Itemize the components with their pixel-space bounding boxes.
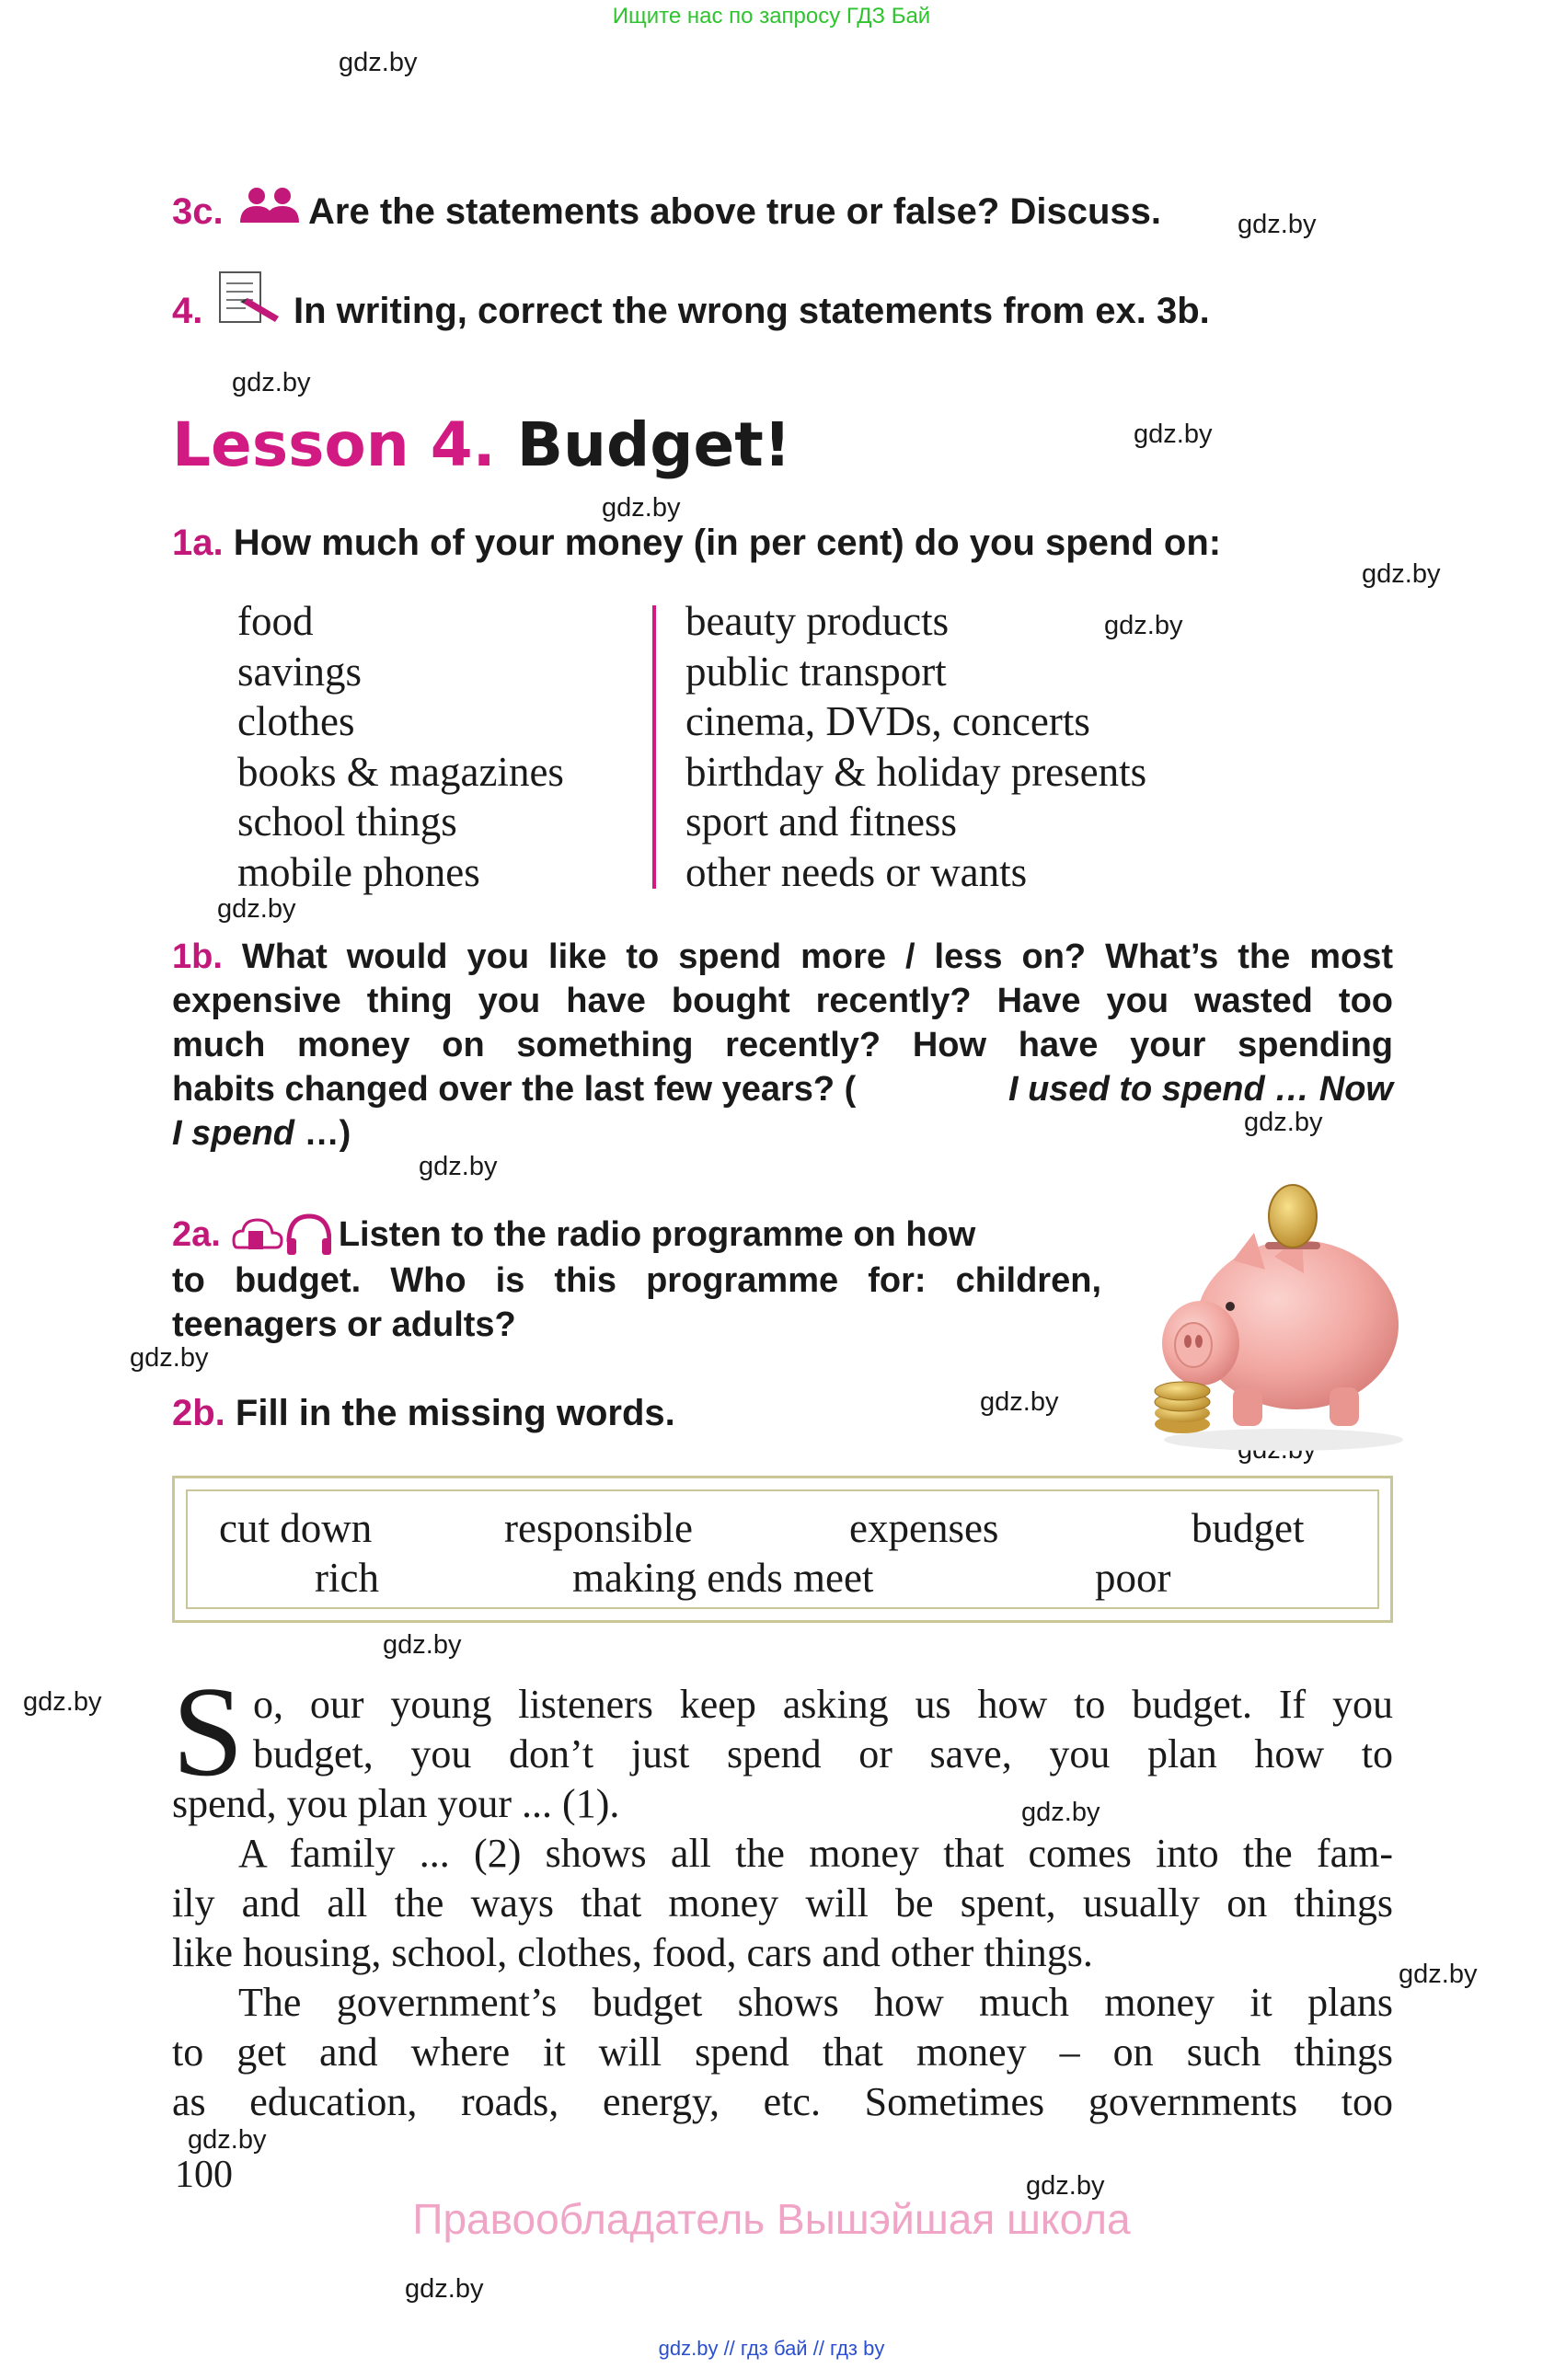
drop-cap: S	[172, 1661, 244, 1803]
exercise-text-line: to budget. Who is this programme for: children,	[172, 1261, 1101, 1300]
list-item: sport and fitness	[685, 799, 957, 845]
text-line: spend, you plan your ... (1).	[172, 1781, 620, 1826]
list-item: school things	[237, 799, 457, 845]
exercise-3c	[172, 191, 1161, 233]
watermark: gdz.by	[1238, 210, 1317, 239]
reading-text	[172, 1661, 1393, 2127]
list-item: beauty products	[685, 598, 950, 644]
watermark: gdz.by	[419, 1152, 498, 1181]
exercise-2b	[172, 1393, 675, 1434]
word-option: budget	[1192, 1505, 1305, 1551]
piggy-bank-image	[1146, 1178, 1403, 1454]
copyright-notice: Правообладатель Вышэйшая школа	[412, 2195, 1131, 2243]
list-item: clothes	[237, 698, 355, 744]
word-option: poor	[1095, 1555, 1171, 1601]
writing-icon	[218, 270, 284, 324]
text-line: to get and where it will spend that money – on such things	[172, 2029, 1393, 2075]
text-line: budget, you don’t just spend or save, you plan how to	[253, 1731, 1393, 1776]
word-option: making ends meet	[572, 1555, 874, 1601]
watermark: gdz.by	[602, 493, 681, 523]
search-hint: Ищите нас по запросу ГДЗ Бай	[612, 4, 931, 29]
exercise-number: 1a.	[172, 523, 224, 563]
list-item: birthday & holiday presents	[685, 748, 1147, 795]
exercise-text-line: What would you like to spend more / less on? What’s the most	[241, 937, 1393, 976]
spending-list-right	[685, 596, 1146, 897]
exercise-text: Are the statements above true or false? Discuss.	[308, 191, 1161, 232]
text-line: The government’s budget shows how much money it plans	[238, 1980, 1393, 2025]
exercise-number: 3c.	[172, 191, 224, 232]
lesson-title	[172, 409, 791, 480]
text-line: A family ... (2) shows all the money that comes into the fam-	[238, 1831, 1393, 1876]
exercise-text: How much of your money (in per cent) do you spend on:	[233, 523, 1222, 563]
exercise-number: 2a.	[172, 1215, 221, 1254]
watermark: gdz.by	[1021, 1798, 1100, 1827]
watermark: gdz.by	[130, 1343, 209, 1373]
watermark: gdz.by	[1362, 559, 1441, 589]
word-option: responsible	[504, 1505, 693, 1551]
watermark: gdz.by	[23, 1687, 102, 1717]
watermark: gdz.by	[980, 1387, 1059, 1417]
exercise-number: 1b.	[172, 937, 223, 976]
exercise-1b	[172, 935, 1393, 1156]
lesson-label: Lesson 4.	[172, 409, 496, 480]
watermark: gdz.by	[383, 1630, 462, 1660]
word-option: cut down	[219, 1505, 373, 1551]
exercise-1a	[172, 523, 1221, 564]
watermark: gdz.by	[339, 48, 418, 77]
list-item: savings	[237, 648, 362, 695]
exercise-text: In writing, correct the wrong statements from ex. 3b.	[294, 291, 1210, 331]
word-option: rich	[315, 1555, 379, 1601]
watermark: gdz.by	[232, 368, 311, 397]
exercise-text-line	[339, 1213, 1101, 1257]
text-line: ily and all the ways that money will be spent, usually on things	[172, 1880, 1393, 1926]
watermark: gdz.by	[1134, 420, 1213, 449]
exercise-text-line: Listen to the radio programme on how	[338, 1215, 976, 1254]
audio-icon	[232, 1211, 331, 1259]
word-box	[172, 1476, 1393, 1623]
text-line: o, our young listeners keep asking us how to budget. If you	[253, 1682, 1393, 1727]
exercise-2a	[172, 1211, 1101, 1347]
exercise-text-line: habits changed over the last few years? (	[172, 1070, 857, 1109]
exercise-number: 2b.	[172, 1393, 225, 1433]
text-line: as education, roads, energy, etc. Sometimes governments too	[172, 2079, 1393, 2124]
exercise-hint: I spend	[172, 1114, 295, 1153]
exercise-text-line: …)	[304, 1114, 351, 1153]
spending-list-left	[237, 596, 564, 897]
watermark: gdz.by	[217, 894, 296, 924]
exercise-text-line: much money on something recently? How have your spending	[172, 1026, 1393, 1064]
list-item: books & magazines	[237, 748, 564, 795]
pair-work-icon	[238, 186, 303, 224]
exercise-text-line: teenagers or adults?	[172, 1305, 516, 1344]
list-item: other needs or wants	[685, 848, 1028, 895]
list-item: cinema, DVDs, concerts	[685, 698, 1090, 744]
watermark: gdz.by	[1399, 1960, 1478, 1989]
list-item: mobile phones	[237, 848, 480, 895]
lesson-name: Budget!	[516, 409, 791, 480]
exercise-4	[172, 291, 1210, 332]
watermark: gdz.by	[405, 2274, 484, 2304]
text-line: like housing, school, clothes, food, cars and other things.	[172, 1930, 1093, 1975]
column-divider	[652, 605, 656, 889]
exercise-text-line: expensive thing you have bought recently? Have you wasted too	[172, 982, 1393, 1020]
watermark: gdz.by	[1104, 611, 1183, 640]
page-number: 100	[175, 2154, 233, 2196]
exercise-number: 4.	[172, 291, 203, 331]
watermark: gdz.by	[1244, 1108, 1323, 1137]
watermark: gdz.by	[1026, 2171, 1105, 2201]
list-item: food	[237, 598, 314, 644]
exercise-hint: I used to spend … Now	[1008, 1070, 1393, 1109]
footer-links: gdz.by // гдз бай // гдз by	[658, 2337, 885, 2360]
list-item: public transport	[685, 648, 947, 695]
word-option: expenses	[849, 1505, 999, 1551]
exercise-text: Fill in the missing words.	[235, 1393, 675, 1433]
watermark: gdz.by	[188, 2125, 267, 2155]
